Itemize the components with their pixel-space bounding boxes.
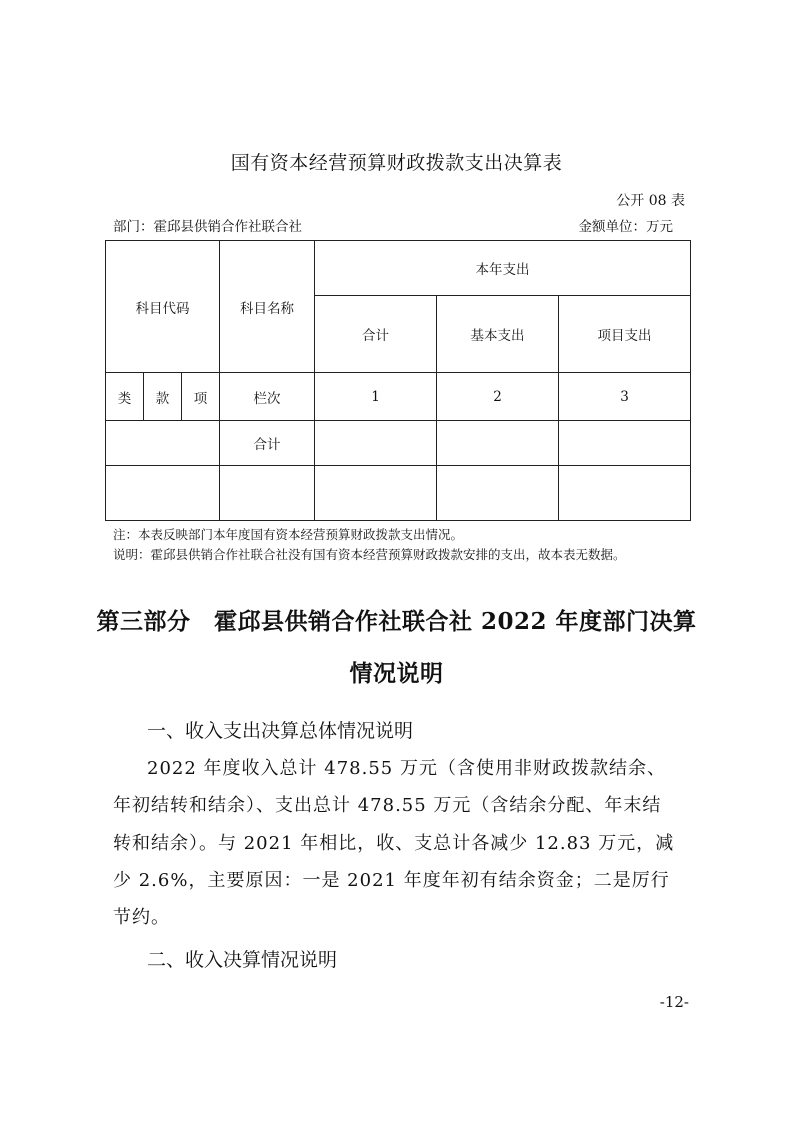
table-title: 国有资本经营预算财政拨款支出决算表 xyxy=(230,152,563,174)
header-col1: 1 xyxy=(315,373,437,421)
total-row-label: 合计 xyxy=(220,421,315,466)
header-section: 款 xyxy=(144,373,182,421)
section2-heading: 二、收入决算情况说明 xyxy=(147,949,338,971)
header-class: 类 xyxy=(106,373,144,421)
section1-heading: 一、收入支出决算总体情况说明 xyxy=(147,720,414,742)
amount-unit-label: 金额单位：万元 xyxy=(578,219,673,235)
table-row xyxy=(106,421,691,466)
section1-line: 少 2.6%，主要原因：一是 2021 年度年初有结余资金；二是厉行 xyxy=(113,870,670,891)
header-year-expense: 本年支出 xyxy=(315,241,691,296)
header-subject-code: 科目代码 xyxy=(106,241,220,373)
header-col2: 2 xyxy=(437,373,559,421)
part-title: 第三部分 霍邱县供销合作社联合社 2022 年度部门决算 xyxy=(96,608,697,635)
expense-table xyxy=(105,240,691,521)
section1-line: 年初结转和结余）、支出总计 478.55 万元（含结余分配、年末结 xyxy=(113,795,662,816)
header-basic: 基本支出 xyxy=(437,296,559,373)
section1-line: 转和结余）。与 2021 年相比，收、支总计各减少 12.83 万元，减 xyxy=(113,833,675,854)
header-col-seq: 栏次 xyxy=(220,373,315,421)
header-item: 项 xyxy=(182,373,220,421)
department-label: 部门：霍邱县供销合作社联合社 xyxy=(113,219,302,235)
header-project: 项目支出 xyxy=(559,296,691,373)
part-title-cont: 情况说明 xyxy=(349,660,444,687)
header-total: 合计 xyxy=(315,296,437,373)
header-col3: 3 xyxy=(559,373,691,421)
table-explanation: 说明：霍邱县供销合作社联合社没有国有资本经营预算财政拨款安排的支出，故本表无数据。 xyxy=(113,547,626,562)
header-subject-name: 科目名称 xyxy=(220,241,315,373)
section1-line: 2022 年度收入总计 478.55 万元（含使用非财政拨款结余、 xyxy=(147,758,666,779)
table-code: 公开 08 表 xyxy=(616,193,685,209)
table-row xyxy=(106,466,691,521)
section1-line: 节约。 xyxy=(113,907,170,928)
table-note: 注：本表反映部门本年度国有资本经营预算财政拨款支出情况。 xyxy=(113,527,464,542)
page-number: -12- xyxy=(659,993,689,1011)
